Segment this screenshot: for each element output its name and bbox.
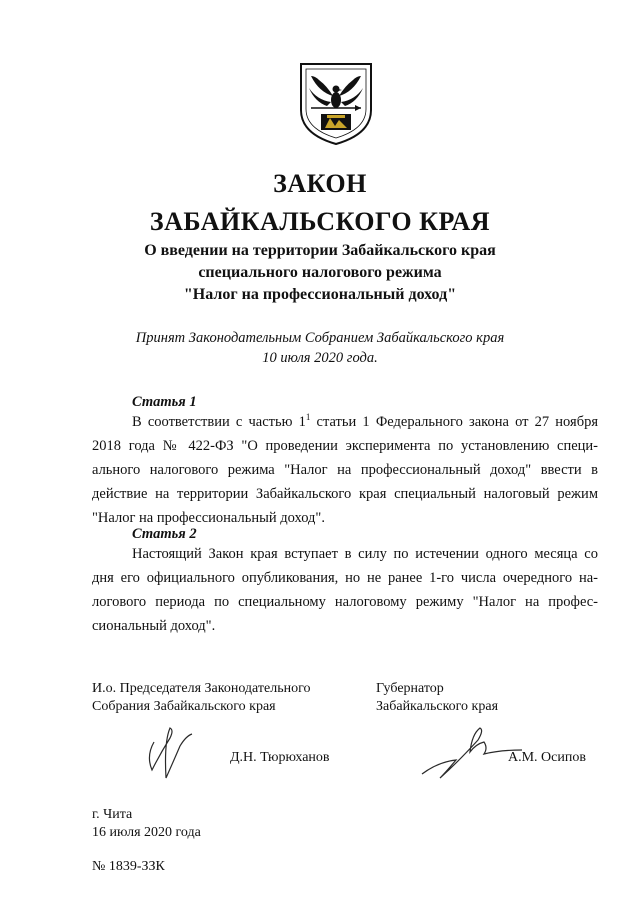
governor-title-line: Губернатор [376, 681, 444, 696]
law-region: ЗАБАЙКАЛЬСКОГО КРАЯ [149, 207, 491, 236]
subtitle-line: "Налог на профессиональный доход" [183, 286, 457, 303]
article-2-line: логового периода по специальному налоговому режиму "Налог на профес- [92, 594, 598, 610]
article-1-line: 2018 года № 422-ФЗ "О проведении эксперимента по установлению специ- [92, 438, 598, 454]
law-title: ЗАКОН [273, 169, 367, 198]
governor-title [376, 680, 498, 716]
article-1-line: ального налогового режима "Налог на профессиональный доход" ввести в [92, 462, 598, 478]
article-1-line: действие на территории Забайкальского края специальный налоговый режим [92, 486, 598, 502]
law-number: № 1839-ЗЗК [92, 859, 165, 874]
subtitle-line: О введении на территории Забайкальского края [144, 242, 496, 259]
chairman-signature [140, 712, 200, 782]
adoption-line: Принят Законодательным Собранием Забайкальского края [135, 330, 505, 346]
governor-name: А.М. Осипов [508, 750, 586, 765]
footnote-superscript: 1 [305, 412, 311, 423]
adoption-note [0, 328, 640, 368]
signing-city: г. Чита [92, 807, 133, 822]
chairman-name: Д.Н. Тюрюханов [230, 750, 330, 765]
article-1-heading: Статья 1 [132, 394, 197, 410]
coat-of-arms-emblem [297, 62, 375, 146]
article-2-line: сиональный доход". [92, 618, 216, 634]
article-2-line: дня его официального опубликования, но не ранее 1-го числа очередного на- [92, 570, 598, 586]
subtitle-line: специального налогового режима [198, 264, 442, 281]
governor-title-line: Забайкальского края [376, 699, 499, 714]
article-1-line: "Налог на профессиональный доход". [92, 510, 325, 526]
article-2-heading: Статья 2 [132, 526, 197, 542]
chairman-title-line: И.о. Председателя Законодательного [92, 681, 311, 696]
adoption-date: 10 июля 2020 года. [262, 350, 378, 366]
article-1-body [92, 410, 598, 530]
article-2-line: Настоящий Закон края вступает в силу по истечении одного месяца со [132, 546, 598, 562]
law-subtitle [0, 240, 640, 306]
article-1-line: В соответствии с частью $1^1$ статьи 1 Федерального закона от 27 ноября [132, 412, 598, 430]
article-2-body [92, 542, 598, 638]
signing-date: 16 июля 2020 года [92, 825, 201, 840]
chairman-title-line: Собрания Забайкальского края [92, 699, 276, 714]
chairman-title [92, 680, 311, 716]
